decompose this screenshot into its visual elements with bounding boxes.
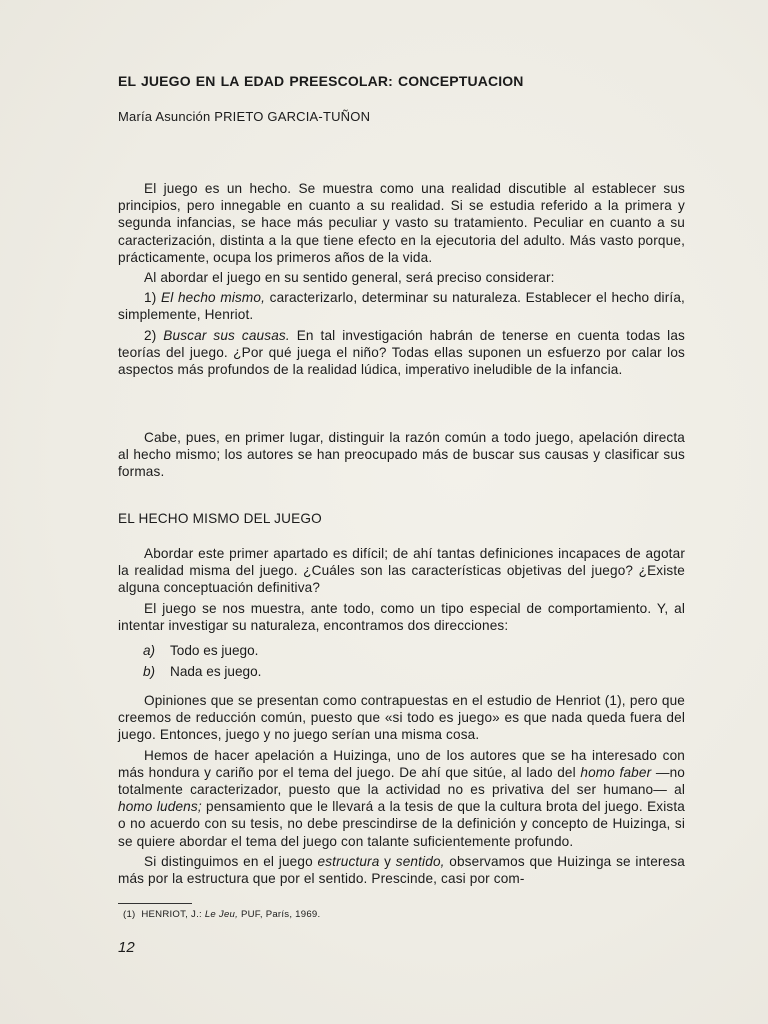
intro-item-2-text: En tal investigación habrán de tenerse en cuenta todas las teorías del juego. ¿Por qué juega el niño? Todas ellas suponen un esfuerzo por calar los aspectos más profundos de la realidad lúdica, imperativo ineludible de la infancia. (118, 327, 685, 378)
intro-item-1-text: caracterizarlo, determinar su naturaleza. Establecer el hecho diría, simplemente, Henriot. (118, 290, 685, 323)
section-paragraph-2: El juego se nos muestra, ante todo, como un tipo especial de comportamiento. Y, al intentar investigar su naturaleza, encontramos dos direcciones: (118, 600, 685, 633)
body-emphasis-sentido: sentido, (395, 853, 445, 869)
intro-closing (118, 429, 685, 481)
footnote-details: PUF, París, 1969. (240, 909, 321, 920)
intro-section (118, 180, 685, 378)
body-paragraph-2-part: Hemos de hacer apelación a Huizinga, uno de los autores que se ha interesado con más hondura y cariño por el tema del juego. De ahí que sitúe, al lado del (118, 747, 685, 780)
footnote-author: HENRIOT, J.: (141, 909, 202, 920)
body-paragraph-3-part: Si distinguimos en el juego (144, 853, 313, 869)
footnote-mark: (1) (123, 909, 136, 920)
body-paragraph-2 (118, 747, 685, 850)
body-emphasis-homo-ludens: homo ludens; (118, 799, 202, 815)
intro-item-2-emphasis: Buscar sus causas. (163, 327, 290, 343)
body-paragraph-3-part: observamos que Huizinga se interesa más por la estructura que por el sentido. Prescinde, casi por com- (118, 853, 685, 887)
section-heading: EL HECHO MISMO DEL JUEGO (118, 511, 322, 526)
intro-paragraph-2: Al abordar el juego en su sentido general, será preciso considerar: (144, 270, 555, 286)
page-number: 12 (118, 939, 135, 956)
footnote (123, 909, 320, 920)
body-paragraph-2-part: pensamiento que le llevará a la tesis de que la cultura brota del juego. Exista o no acuerdo con su tesis, no debe prescindirse de la definición y concepto de Huizinga, si se quiere abordar el tema del juego con talante suficientemente profundo. (118, 799, 685, 849)
intro-item-2 (118, 327, 685, 379)
main-body (118, 692, 685, 887)
intro-item-1-emphasis: El hecho mismo, (160, 290, 266, 306)
body-paragraph-2-part: —no totalmente caracterizador, puesto que la actividad no es privativa del ser humano— al (118, 764, 685, 798)
body-paragraph-3-part: y (384, 853, 392, 869)
body-paragraph-1: Opiniones que se presentan como contrapuestas en el estudio de Henriot (1), pero que creemos de reducción común, puesto que «si todo es juego» es que nada queda fuera del juego. Entonces, juego y no juego serían una misma cosa. (118, 693, 685, 743)
list-marker: b) (143, 664, 156, 679)
list-marker: a) (143, 643, 156, 658)
article-author: María Asunción PRIETO GARCIA-TUÑON (118, 109, 371, 124)
intro-paragraph-3: Cabe, pues, en primer lugar, distinguir la razón común a todo juego, apelación directa al hecho mismo; los autores se han preocupado más de buscar sus causas y clasificar sus formas. (118, 430, 685, 480)
intro-item-2-number: 2) (144, 327, 157, 343)
footnote-work: Le Jeu, (204, 909, 239, 920)
list-item (143, 661, 261, 682)
section-paragraph-1: Abordar este primer apartado es difícil; de ahí tantas definiciones incapaces de agotar la realidad misma del juego. ¿Cuáles son las características objetivas del juego? ¿Existe alguna conceptuación definitiva? (118, 546, 685, 596)
section-body (118, 545, 685, 634)
body-emphasis-homo-faber: homo faber (580, 764, 652, 780)
list-item (143, 640, 261, 661)
body-emphasis-estructura: estructura (317, 853, 380, 869)
list-item-text: Nada es juego. (170, 664, 262, 679)
intro-item-1 (118, 289, 685, 323)
body-paragraph-3 (118, 853, 685, 887)
direction-list (143, 640, 261, 682)
intro-paragraph-1: El juego es un hecho. Se muestra como una realidad discutible al establecer sus principios, pero innegable en cuanto a su realidad. Si se estudia referido a la primera y segunda infancias, se hace más peculiar y vasto su tratamiento. Peculiar en cuanto a su caracterización, distinta a la que tiene efecto en la ejecutoria del adulto. Más vasto porque, prácticamente, ocupa los primeros años de la vida. (118, 181, 685, 265)
list-item-text: Todo es juego. (170, 643, 259, 658)
footnote-divider (118, 903, 192, 904)
intro-item-1-number: 1) (144, 290, 157, 306)
article-title: EL JUEGO EN LA EDAD PREESCOLAR: CONCEPTUACION (118, 73, 524, 89)
